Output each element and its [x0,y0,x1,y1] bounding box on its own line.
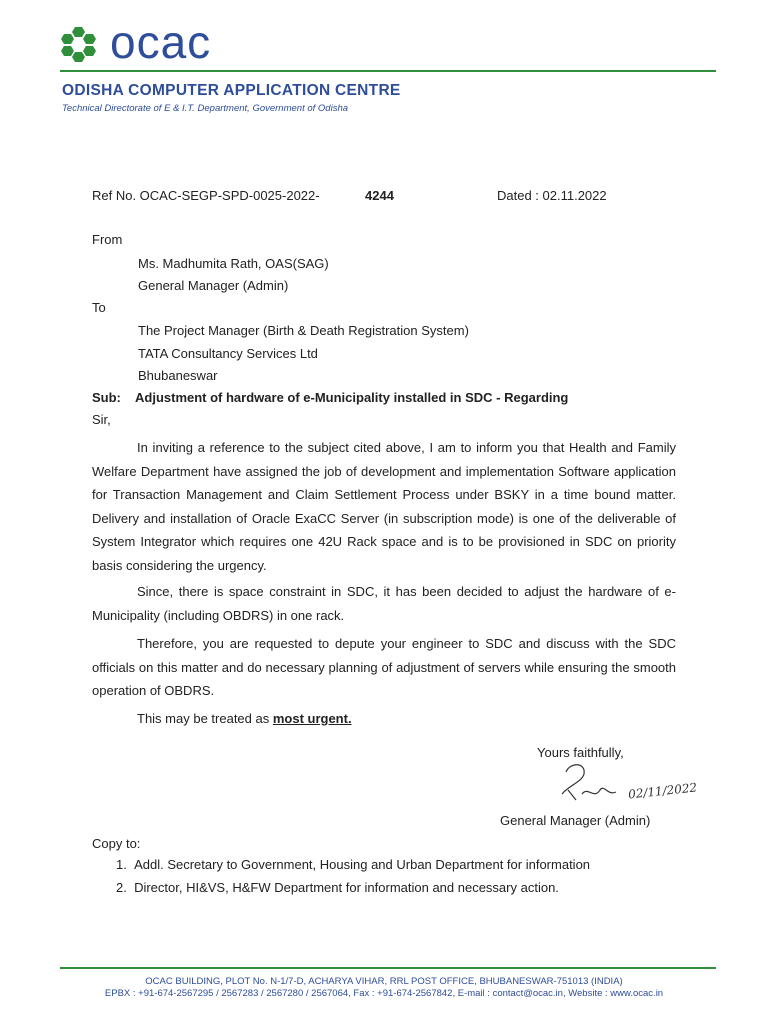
signatory-designation: General Manager (Admin) [500,813,651,828]
from-label: From [92,232,123,247]
reference-number: 4244 [365,188,394,203]
closing-yours-faithfully: Yours faithfully, [537,745,624,760]
reference-label: Ref No. OCAC-SEGP-SPD-0025-2022- [92,188,320,203]
signature-date: 02/11/2022 [627,780,698,802]
to-label: To [92,300,106,315]
logo-wordmark: ocac [110,16,212,68]
paragraph-3: Therefore, you are requested to depute your engineer to SDC and discuss with the SDC officials on this matter and do necessary planning of adjustment of servers while ensuring the smooth operation of OBDRS. [92,636,676,698]
recipient-line-2: TATA Consultancy Services Ltd [138,346,318,361]
recipient-line-1: The Project Manager (Birth & Death Registration System) [138,323,469,338]
sender-designation: General Manager (Admin) [138,278,289,293]
paragraph-4 [137,711,352,727]
urgency-prefix: This may be treated as [137,711,273,726]
paragraph-2: Since, there is space constraint in SDC, it has been decided to adjust the hardware of e-Municipality (including OBDRS) in one rack. [92,584,676,623]
sender-name: Ms. Madhumita Rath, OAS(SAG) [138,256,329,271]
copy-to-item-number: 2. [116,880,135,895]
footer-divider [60,967,716,969]
salutation: Sir, [92,412,111,427]
header-divider [60,70,716,72]
organization-subtitle: Technical Directorate of E & I.T. Department, Government of Odisha [62,103,349,114]
footer-contact: EPBX : +91-674-2567295 / 2567283 / 2567280 / 2567064, Fax : +91-674-2567842, E-mail : contact@ocac.in, Website : www.ocac.in [104,988,664,999]
date-line: Dated : 02.11.2022 [497,188,607,203]
ocac-logo-icon [58,24,106,64]
copy-to-item-number: 1. [116,857,135,872]
paragraph-1: In inviting a reference to the subject cited above, I am to inform you that Health and Family Welfare Department have assigned the job of development and implementation Software application for Transaction Management and Claim Settlement Process under BSKY in a time bound matter. Delivery and installation of Oracle ExaCC Server (in subscription mode) is one of the deliverable of System Integrator which requires one 42U Rack space and is to be provisioned in SDC on priority basis considering the urgency. [92,440,676,573]
copy-to-item [116,880,559,896]
copy-to-item-text: Director, HI&VS, H&FW Department for information and necessary action. [134,880,559,895]
urgency-emphasis: most urgent. [272,711,352,726]
footer-address: OCAC BUILDING, PLOT No. N-1/7-D, ACHARYA VIHAR, RRL POST OFFICE, BHUBANESWAR-751013 (INDIA) [145,976,623,987]
copy-to-label: Copy to: [92,836,141,851]
subject-text: Adjustment of hardware of e-Municipality installed in SDC - Regarding [135,390,569,405]
recipient-line-3: Bhubaneswar [138,368,218,383]
copy-to-item-text: Addl. Secretary to Government, Housing and Urban Department for information [134,857,591,872]
organization-name: ODISHA COMPUTER APPLICATION CENTRE [62,82,401,99]
subject-label: Sub: [92,390,121,405]
copy-to-item [116,857,590,873]
